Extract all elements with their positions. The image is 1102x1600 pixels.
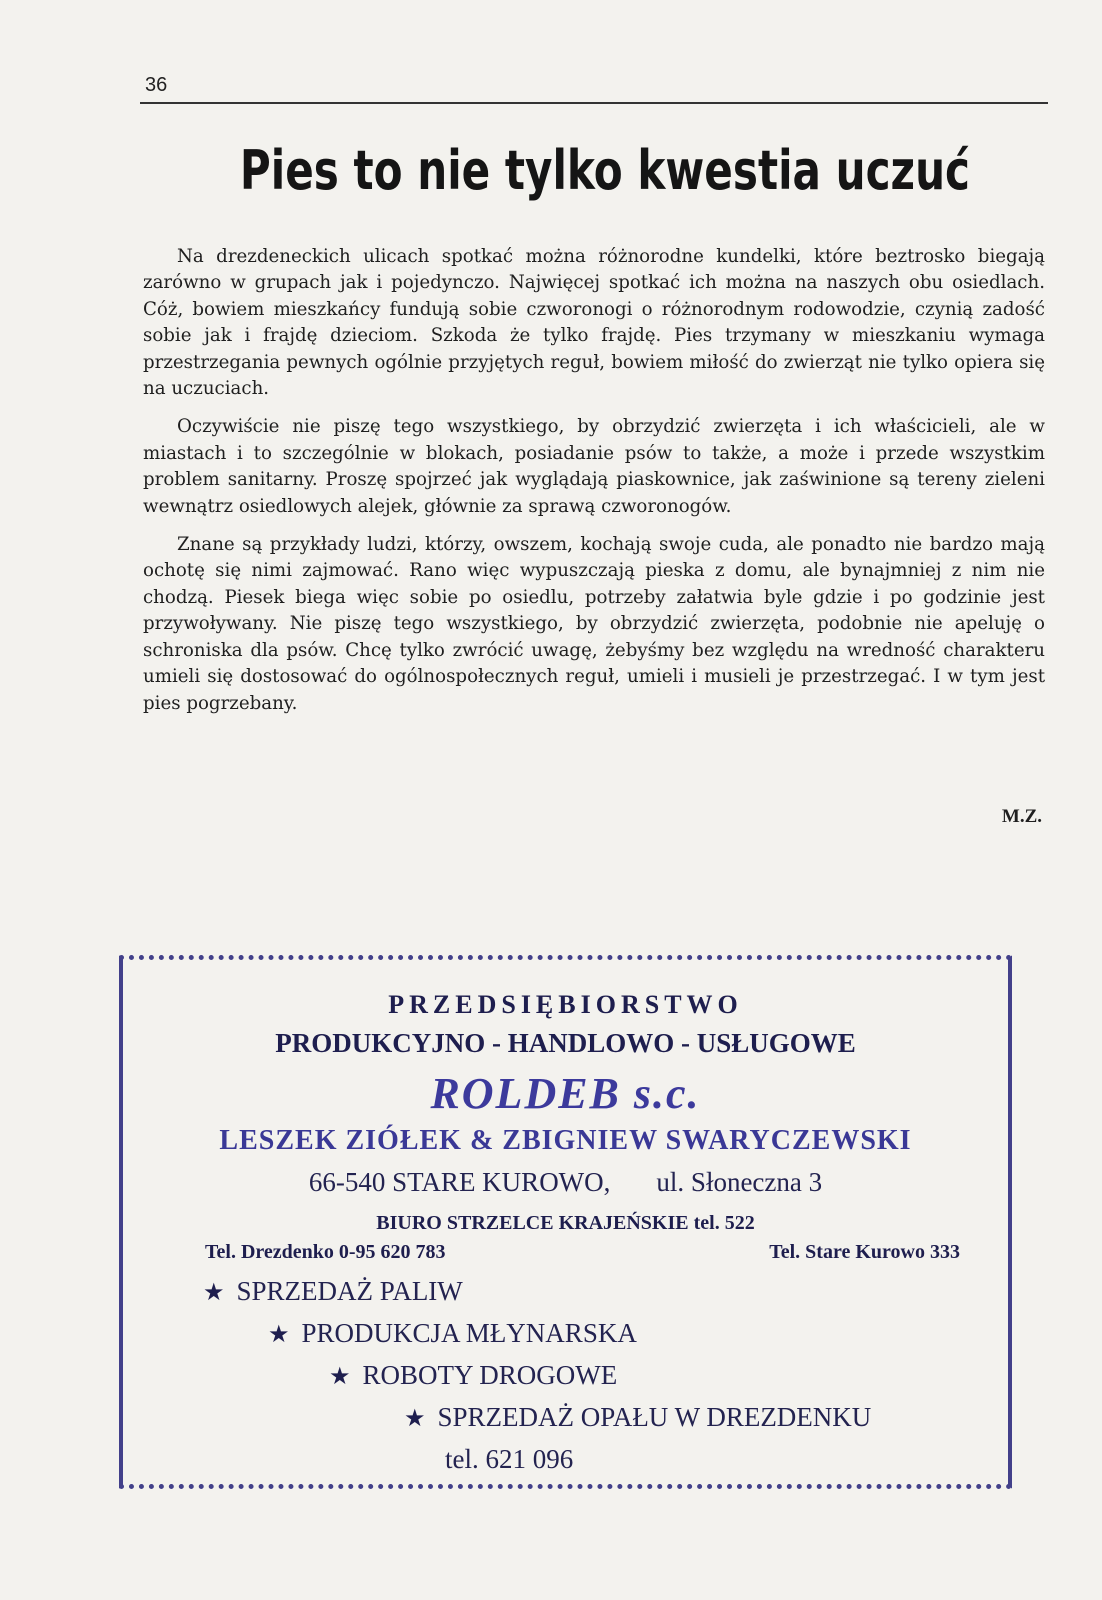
ad-service-label: PRODUKCJA MŁYNARSKA — [301, 1318, 637, 1348]
article-paragraph-2: Oczywiście nie piszę tego wszystkiego, by obrzydzić zwierzęta i ich właścicieli, ale w miastach i to szczególnie w blokach, posiadanie psów to także, a może i przede wszystkim problem sanitarny. Proszę spojrzeć jak wyglądają piaskownice, jak zaświnione są tereny zieleni wewnątrz osiedlowych alejek, głównie za sprawą czworonogów. — [143, 416, 1045, 517]
star-icon: ★ — [203, 1278, 225, 1306]
ad-company-type: PRODUKCYJNO - HANDLOWO - USŁUGOWE — [275, 1028, 856, 1058]
ad-owners: LESZEK ZIÓŁEK & ZBIGNIEW SWARYCZEWSKI — [219, 1125, 912, 1156]
ad-service-label: SPRZEDAŻ OPAŁU W DREZDENKU — [437, 1402, 872, 1432]
ad-tel-stare-kurowo: Tel. Stare Kurowo 333 — [769, 1241, 960, 1263]
star-icon: ★ — [268, 1320, 290, 1348]
article-signature: M.Z. — [1001, 806, 1042, 827]
ad-company-label: PRZEDSIĘBIORSTWO — [388, 990, 743, 1019]
ad-service-item — [404, 1402, 871, 1433]
article-paragraph-3: Znane są przykłady ludzi, którzy, owszem, kochają swoje cuda, ale ponadto nie bardzo mają ochotę się nimi zajmować. Rano więc wypuszczają pieska z domu, ale bynajmniej z nim nie chodzą. Piesek biega więc sobie po osiedlu, potrzeby załatwia byle gdzie i po godzinie jest przywoływany. Nie piszę tego wszystkiego, by obrzydzić zwierzęta, podobnie nie apeluję o schroniska dla psów. Chcę tylko zwrócić uwagę, żebyśmy bez względu na wredność charakteru umieli się dostosować do ogólnospołecznych reguł, umieli i musieli je przestrzegać. I w tym jest pies pogrzebany. — [143, 534, 1045, 714]
ad-office: BIURO STRZELCE KRAJEŃSKIE tel. 522 — [376, 1212, 755, 1234]
ad-service-item — [268, 1318, 637, 1349]
article-title: Pies to nie tylko kwestia uczuć — [239, 139, 971, 202]
ad-address-city: 66-540 STARE KUROWO, — [308, 1167, 611, 1197]
ad-service-label: ROBOTY DROGOWE — [362, 1360, 618, 1390]
star-icon: ★ — [329, 1362, 351, 1390]
star-icon: ★ — [404, 1404, 426, 1432]
ad-service-label: SPRZEDAŻ PALIW — [236, 1276, 463, 1306]
ad-service-item — [203, 1276, 463, 1307]
header-rule — [140, 102, 1048, 104]
ad-brand-logo: ROLDEB s.c. — [430, 1069, 701, 1118]
article-body — [143, 244, 1045, 729]
page-number: 36 — [145, 74, 168, 96]
ad-tel-drezdenko: Tel. Drezdenko 0-95 620 783 — [205, 1241, 446, 1263]
ad-address — [123, 1167, 1008, 1198]
ad-phone: tel. 621 096 — [445, 1444, 574, 1474]
article-paragraph-1: Na drezdeneckich ulicach spotkać można różnorodne kundelki, które beztrosko biegają zarówno w grupach jak i pojedynczo. Najwięcej spotkać ich można na naszych obu osiedlach. Cóż, bowiem mieszkańcy fundują sobie czworonogi o różnorodnym rodowodzie, czynią zadość sobie jak i frajdę dzieciom. Szkoda że tylko frajdę. Pies trzymany w mieszkaniu wymaga przestrzegania pewnych ogólnie przyjętych reguł, bowiem miłość do zwierząt nie tylko opiera się na uczuciach. — [143, 246, 1045, 400]
ad-address-street: ul. Słoneczna 3 — [656, 1167, 823, 1197]
advertisement — [119, 955, 1012, 1489]
ad-service-item — [329, 1360, 617, 1391]
